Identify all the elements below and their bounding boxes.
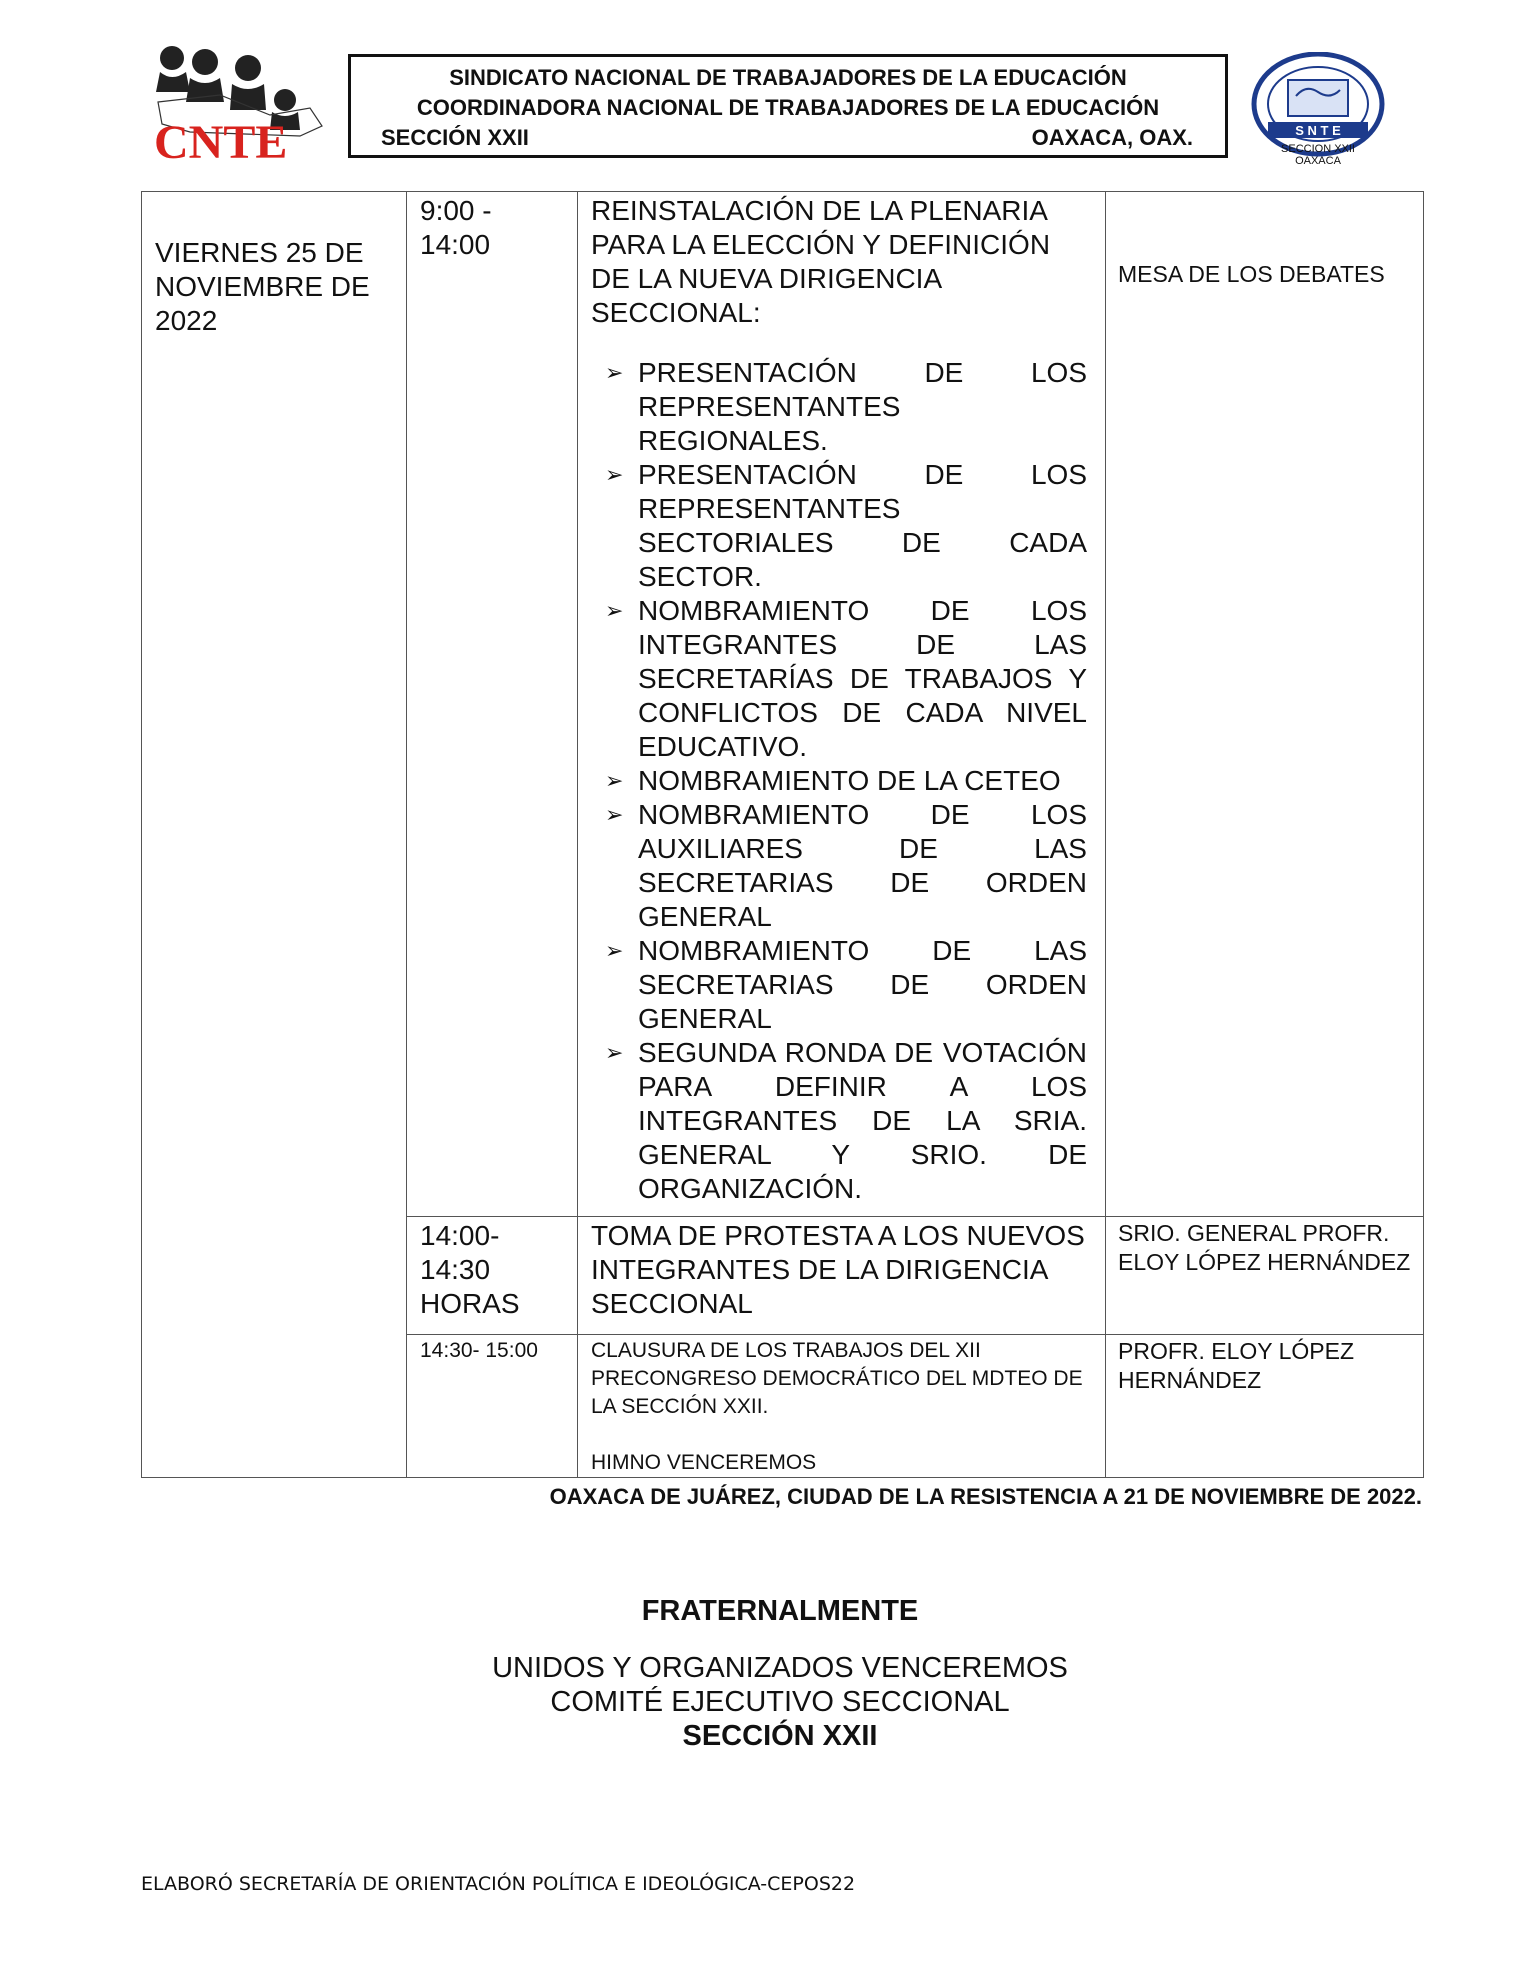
row-time: 9:00 - 14:00 [420, 195, 492, 260]
signature-block [0, 1651, 1530, 1753]
list-item: ➢ NOMBRAMIENTO DE LOS AUXILIARES DE LAS SECRETARIAS DE ORDEN GENERAL [605, 799, 1087, 932]
activity-title: CLAUSURA DE LOS TRABAJOS DEL XII PRECONGRESO DEMOCRÁTICO DEL MDTEO DE LA SECCIÓN XXII. [591, 1339, 1083, 1418]
activity-cell [578, 192, 1106, 1217]
arrow-bullet-icon: ➢ [605, 768, 624, 793]
arrow-bullet-icon: ➢ [605, 938, 624, 963]
list-item: ➢ SEGUNDA RONDA DE VOTACIÓN PARA DEFINIR A LOS INTEGRANTES DE LA SRIA. GENERAL Y SRIO. DE ORGANIZACIÓN. [605, 1037, 1087, 1204]
arrow-bullet-icon: ➢ [605, 1040, 624, 1065]
responsible-cell [1106, 1335, 1424, 1478]
header-line-3 [365, 123, 1211, 153]
agenda-date: VIERNES 25 DE NOVIEMBRE DE 2022 [155, 237, 370, 336]
responsible-name: SRIO. GENERAL PROFR. ELOY LÓPEZ HERNÁNDEZ [1118, 1220, 1411, 1275]
time-cell [407, 1217, 578, 1335]
snte-logo-sub1: SECCION XXII [1281, 143, 1355, 155]
time-cell [407, 1335, 578, 1478]
activity-cell [578, 1335, 1106, 1478]
date-cell [142, 192, 407, 1478]
cnte-logo-text: CNTE [154, 116, 288, 165]
activity-title: TOMA DE PROTESTA A LOS NUEVOS INTEGRANTES DE LA DIRIGENCIA SECCIONAL [591, 1220, 1085, 1319]
responsible-cell [1106, 1217, 1424, 1335]
responsible-cell [1106, 192, 1424, 1217]
header-section: SECCIÓN XXII [381, 125, 529, 150]
arrow-bullet-icon: ➢ [605, 462, 624, 487]
snte-logo-text: S N T E [1295, 123, 1341, 138]
list-item: ➢ PRESENTACIÓN DE LOS REPRESENTANTES REGIONALES. [605, 357, 1087, 456]
committee: COMITÉ EJECUTIVO SECCIONAL [550, 1686, 1010, 1718]
list-item: ➢ NOMBRAMIENTO DE LA CETEO [605, 765, 1061, 796]
activity-cell [578, 1217, 1106, 1335]
header-city: OAXACA, OAX. [1031, 125, 1193, 150]
header-line-1: SINDICATO NACIONAL DE TRABAJADORES DE LA EDUCACIÓN [449, 65, 1127, 90]
place-date: OAXACA DE JUÁREZ, CIUDAD DE LA RESISTENCIA A 21 DE NOVIEMBRE DE 2022. [549, 1484, 1422, 1509]
fraternalmente-heading: FRATERNALMENTE [641, 1595, 919, 1627]
section-name: SECCIÓN XXII [682, 1720, 878, 1752]
table-row [142, 192, 1424, 1217]
activity-title: REINSTALACIÓN DE LA PLENARIA PARA LA ELECCIÓN Y DEFINICIÓN DE LA NUEVA DIRIGENCIA SECCIONAL: [591, 195, 1051, 328]
agenda-table [141, 191, 1424, 1478]
responsible-name: PROFR. ELOY LÓPEZ HERNÁNDEZ [1118, 1338, 1355, 1393]
list-item: ➢ PRESENTACIÓN DE LOS REPRESENTANTES SECTORIALES DE CADA SECTOR. [605, 459, 1087, 592]
header-line-2: COORDINADORA NACIONAL DE TRABAJADORES DE LA EDUCACIÓN [416, 95, 1160, 120]
responsible-name: MESA DE LOS DEBATES [1118, 261, 1385, 287]
snte-logo [1248, 52, 1388, 170]
arrow-bullet-icon: ➢ [605, 598, 624, 623]
row-time: 14:30- 15:00 [420, 1339, 538, 1362]
activity-note: HIMNO VENCEREMOS [591, 1451, 817, 1474]
footer-credit: ELABORÓ SECRETARÍA DE ORIENTACIÓN POLÍTICA E IDEOLÓGICA-CEPOS22 [141, 1873, 856, 1895]
list-item: ➢ NOMBRAMIENTO DE LOS INTEGRANTES DE LAS SECRETARÍAS DE TRABAJOS Y CONFLICTOS DE CADA NIVEL EDUCATIVO. [605, 595, 1087, 762]
cnte-logo [150, 40, 330, 165]
snte-logo-sub2: OAXACA [1295, 155, 1341, 167]
row-time: 14:00- 14:30 HORAS [420, 1220, 520, 1319]
letterhead-box [348, 54, 1228, 158]
motto: UNIDOS Y ORGANIZADOS VENCEREMOS [492, 1652, 1068, 1684]
arrow-bullet-icon: ➢ [605, 360, 624, 385]
list-item: ➢ NOMBRAMIENTO DE LAS SECRETARIAS DE ORDEN GENERAL [605, 935, 1087, 1034]
activity-bullet-list [591, 356, 1087, 1208]
time-cell [407, 192, 578, 1217]
arrow-bullet-icon: ➢ [605, 802, 624, 827]
